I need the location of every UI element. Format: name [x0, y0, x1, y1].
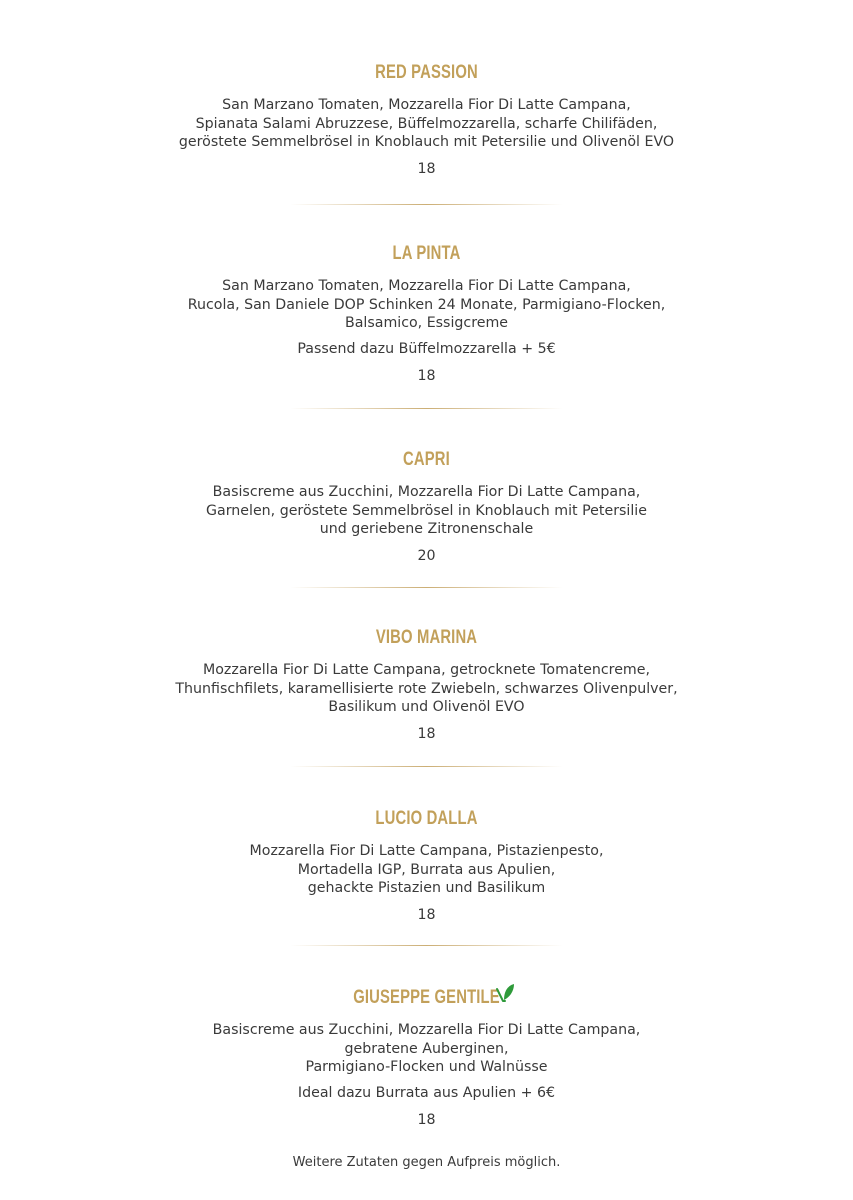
item-name: RED PASSION	[375, 62, 478, 83]
item-name: LUCIO DALLA	[375, 808, 478, 829]
item-name: LA PINTA	[392, 243, 461, 264]
description-line: geröstete Semmelbrösel in Knoblauch mit Petersilie und Olivenöl EVO	[178, 134, 675, 151]
description-line: gehackte Pistazien und Basilikum	[307, 880, 546, 897]
description-line: Balsamico, Essigcreme	[344, 315, 508, 332]
divider	[290, 766, 563, 767]
description-line: Garnelen, geröstete Semmelbrösel in Knoblauch mit Petersilie	[206, 502, 647, 519]
item-description	[0, 661, 853, 717]
item-description	[0, 842, 853, 898]
description-line: Spianata Salami Abruzzese, Büffelmozzarella, scharfe Chilifäden,	[195, 115, 658, 132]
divider	[290, 408, 563, 409]
vegetarian-leaf-icon	[494, 981, 516, 1005]
item-price: 18	[417, 367, 436, 384]
item-price: 18	[417, 1111, 436, 1128]
item-name: GIUSEPPE GENTILE	[353, 987, 500, 1008]
divider	[290, 587, 563, 588]
item-price: 18	[417, 726, 436, 743]
item-name-row	[0, 987, 853, 1009]
description-line: San Marzano Tomaten, Mozzarella Fior Di Latte Campana,	[222, 97, 631, 113]
description-line: Mozzarella Fior Di Latte Campana, getrocknete Tomatencreme,	[203, 662, 650, 678]
menu-item-capri	[0, 449, 853, 566]
description-line: Mozzarella Fior Di Latte Campana, Pistazienpesto,	[249, 843, 604, 859]
description-line: Basiscreme aus Zucchini, Mozzarella Fior Di Latte Campana,	[212, 484, 641, 500]
description-line: Basiscreme aus Zucchini, Mozzarella Fior Di Latte Campana,	[212, 1022, 641, 1038]
menu-item-giuseppe-gentile	[0, 987, 853, 1130]
description-line: Thunfischfilets, karamellisierte rote Zwiebeln, schwarzes Olivenpulver,	[175, 680, 678, 697]
item-description	[0, 1021, 853, 1077]
item-price: 18	[417, 161, 436, 178]
description-line: und geriebene Zitronenschale	[319, 521, 534, 538]
item-description	[0, 277, 853, 333]
menu-item-red-passion	[0, 62, 853, 179]
footer-note: Weitere Zutaten gegen Aufpreis möglich.	[292, 1155, 561, 1170]
item-name: VIBO MARINA	[375, 627, 478, 648]
item-note: Ideal dazu Burrata aus Apulien + 6€	[297, 1085, 556, 1102]
item-price: 18	[417, 907, 436, 924]
item-price: 20	[417, 548, 436, 565]
description-line: Basilikum und Olivenöl EVO	[328, 699, 525, 716]
description-line: Mortadella IGP, Burrata aus Apulien,	[297, 861, 556, 878]
description-line: Parmigiano-Flocken und Walnüsse	[305, 1059, 548, 1076]
description-line: San Marzano Tomaten, Mozzarella Fior Di Latte Campana,	[222, 278, 631, 294]
divider	[290, 945, 563, 946]
divider	[290, 204, 563, 205]
menu-item-la-pinta	[0, 243, 853, 386]
item-note: Passend dazu Büffelmozzarella + 5€	[297, 341, 556, 358]
item-description	[0, 483, 853, 539]
description-line: Rucola, San Daniele DOP Schinken 24 Monate, Parmigiano-Flocken,	[187, 296, 666, 313]
item-description	[0, 96, 853, 152]
menu-item-lucio-dalla	[0, 808, 853, 925]
item-name: CAPRI	[403, 449, 450, 470]
description-line: gebratene Auberginen,	[344, 1040, 509, 1057]
menu-item-vibo-marina	[0, 627, 853, 744]
